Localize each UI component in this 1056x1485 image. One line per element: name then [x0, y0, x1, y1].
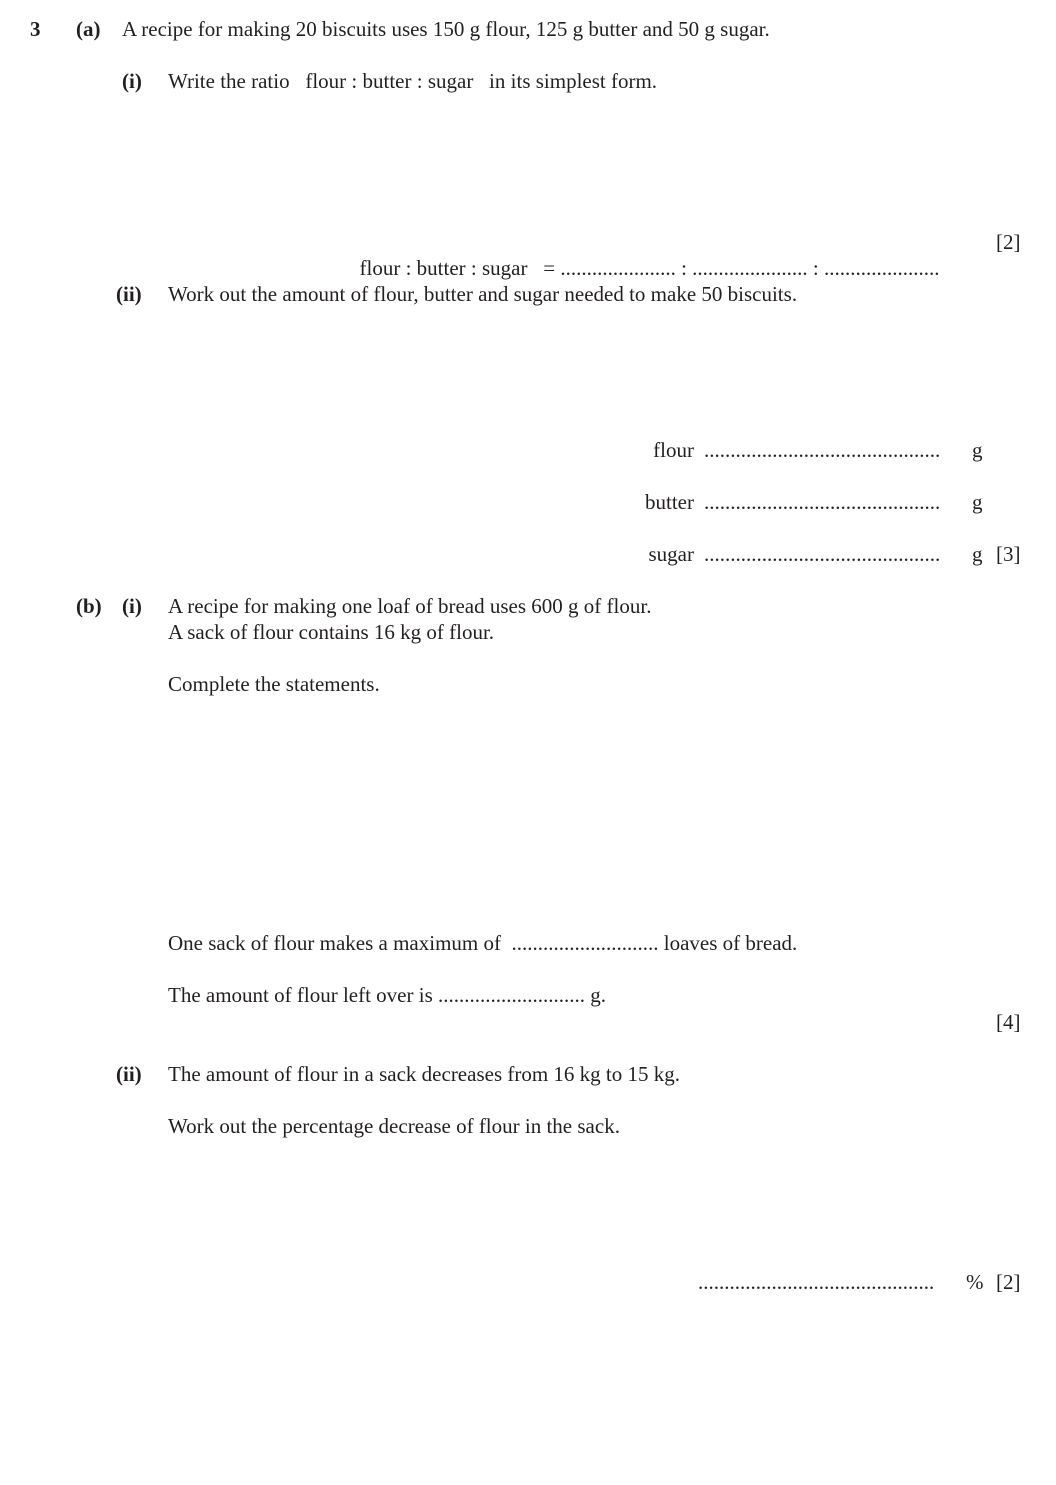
sugar-label: sugar	[648, 542, 694, 566]
part-b-i-line1: A recipe for making one loaf of bread uses 600 g of flour.	[168, 594, 652, 618]
part-a-ii-label: (ii)	[116, 282, 142, 306]
part-b-i-line2: A sack of flour contains 16 kg of flour.	[168, 620, 495, 644]
flour-unit: g	[972, 438, 983, 462]
marks-a-i: [2]	[996, 230, 1021, 254]
part-b-label: (b)	[76, 594, 102, 618]
ratio-answer-blank[interactable]: ...................... : ...................... : ......................	[560, 256, 940, 280]
sugar-unit: g	[972, 542, 983, 566]
part-b-ii-line2: Work out the percentage decrease of flour in the sack.	[168, 1114, 620, 1138]
part-a-label: (a)	[76, 17, 101, 41]
percent-unit: %	[966, 1270, 984, 1294]
part-b-i-label: (i)	[122, 594, 142, 618]
part-a-i-label: (i)	[122, 69, 142, 93]
flour-label: flour	[653, 438, 694, 462]
flour-answer-blank[interactable]: .............................................	[704, 438, 941, 462]
ratio-answer-line	[349, 229, 939, 281]
marks-b-i: [4]	[996, 1010, 1021, 1034]
part-b-ii-label: (ii)	[116, 1062, 142, 1086]
marks-b-ii: [2]	[996, 1270, 1021, 1294]
sugar-answer-blank[interactable]: .............................................	[704, 542, 941, 566]
ratio-answer-prefix: flour : butter : sugar =	[359, 256, 561, 280]
butter-answer-blank[interactable]: .............................................	[704, 490, 941, 514]
butter-unit: g	[972, 490, 983, 514]
part-a-stem: A recipe for making 20 biscuits uses 150 g flour, 125 g butter and 50 g sugar.	[122, 17, 770, 41]
part-b-ii-line1: The amount of flour in a sack decreases from 16 kg to 15 kg.	[168, 1062, 681, 1086]
loaves-statement[interactable]: One sack of flour makes a maximum of ............................ loaves of bread.	[168, 931, 798, 955]
part-b-i-instruction: Complete the statements.	[168, 672, 380, 696]
leftover-statement[interactable]: The amount of flour left over is ............................ g.	[168, 983, 607, 1007]
marks-a-ii: [3]	[996, 542, 1021, 566]
percentage-answer-blank[interactable]: .............................................	[698, 1270, 935, 1294]
part-a-i-question: Write the ratio flour : butter : sugar in its simplest form.	[168, 69, 658, 93]
part-a-ii-question: Work out the amount of flour, butter and sugar needed to make 50 biscuits.	[168, 282, 798, 306]
butter-label: butter	[645, 490, 694, 514]
question-number: 3	[30, 17, 41, 41]
